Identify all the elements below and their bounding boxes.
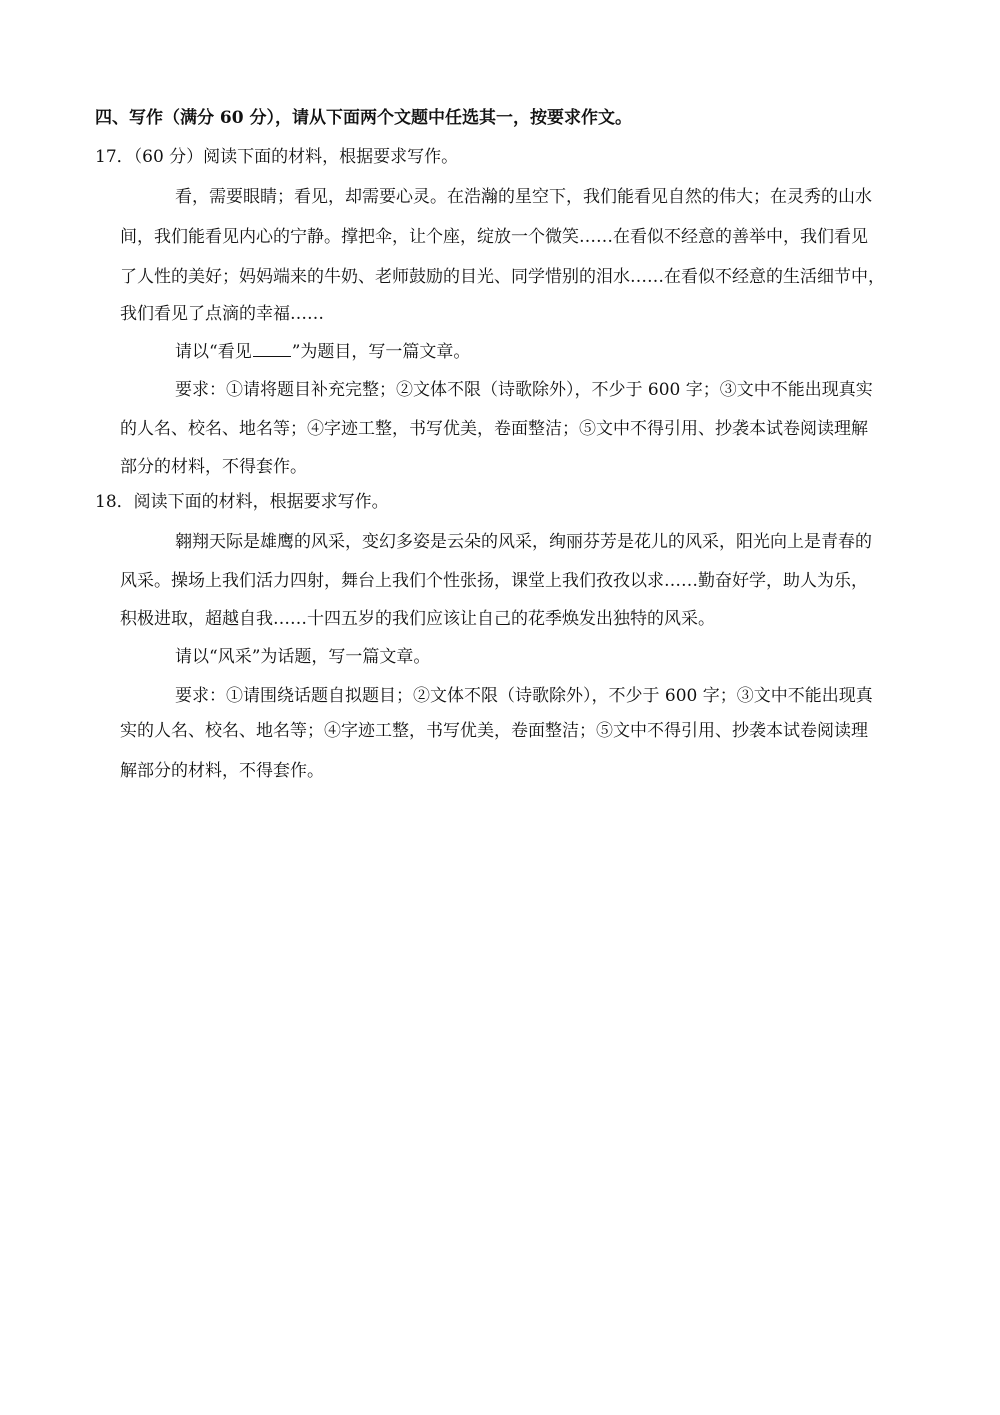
q17-requirements-line: 部分的材料，不得套作。 bbox=[120, 457, 307, 477]
q17-prompt-after: ”为题目，写一篇文章。 bbox=[291, 342, 471, 362]
q18-requirements-line: 要求：①请围绕话题自拟题目；②文体不限（诗歌除外），不少于 600 字；③文中不能出现真 bbox=[175, 686, 873, 706]
q17-prompt-before: 请以“看见 bbox=[175, 342, 252, 362]
q18-requirements-line: 解部分的材料，不得套作。 bbox=[120, 761, 324, 781]
q18-material-line: 翱翔天际是雄鹰的风采，变幻多姿是云朵的风采，绚丽芬芳是花儿的风采，阳光向上是青春的 bbox=[175, 532, 872, 552]
title-blank bbox=[253, 340, 291, 357]
q17-requirements-line: 要求：①请将题目补充完整；②文体不限（诗歌除外），不少于 600 字；③文中不能出现真实 bbox=[175, 380, 873, 400]
q17-material-line: 看，需要眼睛；看见，却需要心灵。在浩瀚的星空下，我们能看见自然的伟大；在灵秀的山水 bbox=[175, 187, 872, 207]
q17-material-line: 我们看见了点滴的幸福…… bbox=[120, 304, 324, 324]
q18-requirements-line: 实的人名、校名、地名等；④字迹工整，书写优美，卷面整洁；⑤文中不得引用、抄袭本试卷阅读理 bbox=[120, 721, 868, 741]
q17-requirements-line: 的人名、校名、地名等；④字迹工整，书写优美，卷面整洁；⑤文中不得引用、抄袭本试卷阅读理解 bbox=[120, 419, 868, 439]
q17-material-line: 间，我们能看见内心的宁静。撑把伞，让个座，绽放一个微笑……在看似不经意的善举中，我们看见 bbox=[120, 227, 868, 247]
q18-heading: 18．阅读下面的材料，根据要求写作。 bbox=[95, 492, 389, 512]
q17-heading: 17．（60 分）阅读下面的材料，根据要求写作。 bbox=[95, 147, 459, 167]
q18-prompt: 请以“风采”为话题，写一篇文章。 bbox=[175, 647, 431, 667]
q17-material-line: 了人性的美好；妈妈端来的牛奶、老师鼓励的目光、同学惜别的泪水……在看似不经意的生活细节中， bbox=[120, 267, 885, 287]
q18-material-line: 风采。操场上我们活力四射，舞台上我们个性张扬，课堂上我们孜孜以求……勤奋好学，助人为乐， bbox=[120, 571, 868, 591]
q18-material-line: 积极进取，超越自我……十四五岁的我们应该让自己的花季焕发出独特的风采。 bbox=[120, 609, 715, 629]
q17-prompt bbox=[175, 340, 470, 364]
section-header: 四、写作（满分 60 分），请从下面两个文题中任选其一，按要求作文。 bbox=[95, 108, 632, 128]
